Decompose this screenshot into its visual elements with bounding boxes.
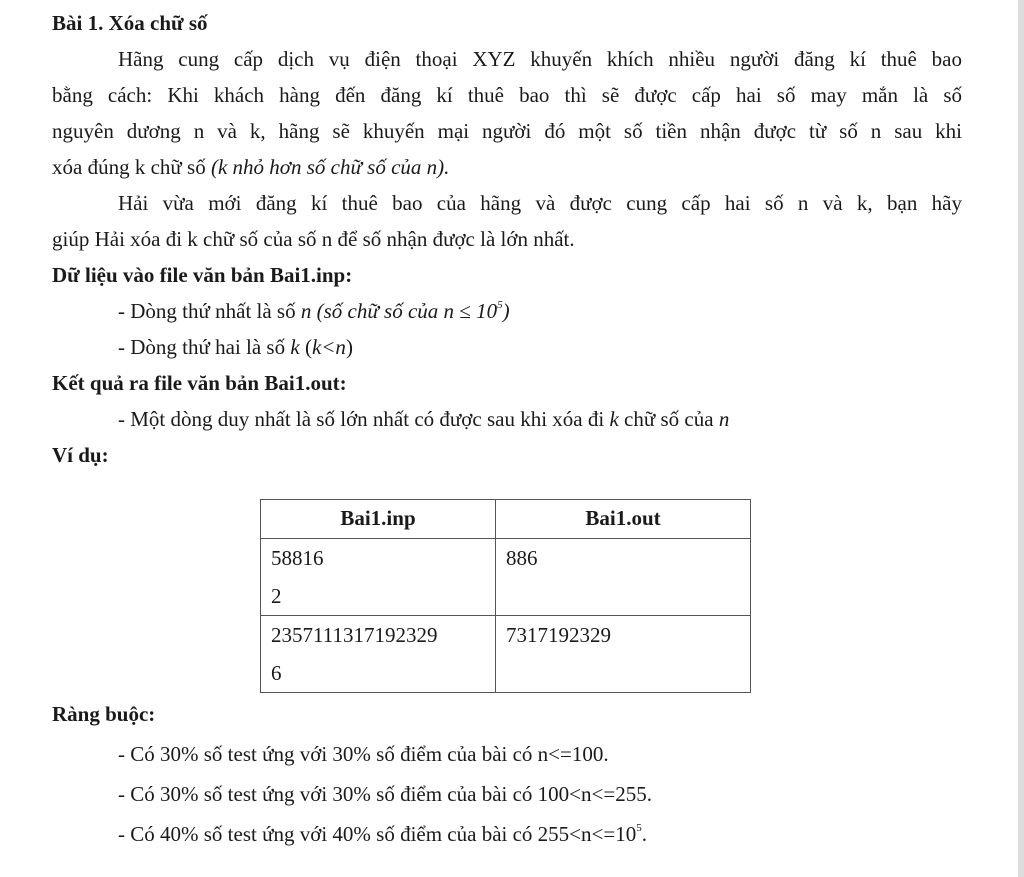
description-line: Hãng cung cấp dịch vụ điện thoại XYZ khuyến khích nhiều người đăng kí thuê bao: [118, 47, 962, 71]
constraints-section: [52, 696, 962, 852]
constraint-item: - Có 30% số test ứng với 30% số điểm của bài có 100<n<=255.: [118, 782, 652, 806]
inp-value-k: 6: [271, 661, 282, 685]
input-line-1-condition: n (số chữ số của n ≤ 10: [300, 299, 498, 323]
output-heading: Kết quả ra file văn bản Bai1.out:: [52, 371, 347, 395]
problem-description: [52, 41, 962, 185]
problem-title: Bài 1. Xóa chữ số: [52, 11, 208, 35]
output-line-mid: chữ số của: [618, 407, 719, 431]
problem-task: [52, 185, 962, 257]
input-line-2-text: - Dòng thứ hai là số: [118, 335, 291, 359]
table-header-row: [261, 500, 751, 539]
example-table: [260, 499, 751, 693]
input-heading: Dữ liệu vào file văn bản Bai1.inp:: [52, 263, 353, 287]
task-line: giúp Hải xóa đi k chữ số của số n để số nhận được là lớn nhất.: [52, 227, 575, 251]
constraint-text: - Có 40% số test ứng với 40% số điểm của bài có 255<n<=10: [118, 822, 637, 846]
input-line-2-var: k: [290, 335, 300, 359]
paren-close: ): [345, 335, 353, 359]
table-cell-out: 886: [496, 539, 751, 616]
output-line-n: n: [718, 407, 730, 431]
description-line: bằng cách: Khi khách hàng đến đăng kí thuê bao thì sẽ được cấp hai số may mắn là số: [52, 83, 962, 107]
page-edge-shadow: [1018, 0, 1024, 877]
problem-document: [52, 5, 962, 473]
task-line: Hải vừa mới đăng kí thuê bao của hãng và được cung cấp hai số n và k, bạn hãy: [118, 191, 962, 215]
table-header-inp: Bai1.inp: [261, 500, 496, 539]
output-line-text: - Một dòng duy nhất là số lớn nhất có được sau khi xóa đi: [118, 407, 610, 431]
constraint-item: [118, 816, 962, 852]
description-text: xóa đúng k chữ số: [52, 155, 211, 179]
output-line-k: k: [609, 407, 619, 431]
input-line-1-text: - Dòng thứ nhất là số: [118, 299, 301, 323]
inp-value-n: 2357111317192329: [271, 623, 438, 647]
inp-value-n: 58816: [271, 546, 324, 570]
input-line-2: [118, 329, 962, 365]
table-cell-inp: [261, 616, 496, 693]
table-row: [261, 616, 751, 693]
description-italic-note: (k nhỏ hơn số chữ số của n).: [210, 155, 450, 179]
table-header-out: Bai1.out: [496, 500, 751, 539]
constraint-end: .: [641, 822, 647, 846]
table-cell-out: 7317192329: [496, 616, 751, 693]
constraints-heading: Ràng buộc:: [52, 702, 156, 726]
table-cell-inp: [261, 539, 496, 616]
exponent: 5: [636, 822, 642, 834]
input-line-1: [118, 293, 962, 329]
input-line-1-close: ): [502, 299, 510, 323]
output-line: [118, 401, 962, 437]
input-line-2-condition: k<n: [311, 335, 346, 359]
paren-open: (: [299, 335, 312, 359]
inp-value-k: 2: [271, 584, 282, 608]
table-row: [261, 539, 751, 616]
example-heading: Ví dụ:: [52, 443, 109, 467]
exponent: 5: [497, 299, 503, 311]
constraint-item: - Có 30% số test ứng với 30% số điểm của bài có n<=100.: [118, 742, 609, 766]
description-line-last: [52, 149, 962, 185]
description-line: nguyên dương n và k, hãng sẽ khuyến mại người đó một số tiền nhận được từ số n sau khi: [52, 119, 962, 143]
